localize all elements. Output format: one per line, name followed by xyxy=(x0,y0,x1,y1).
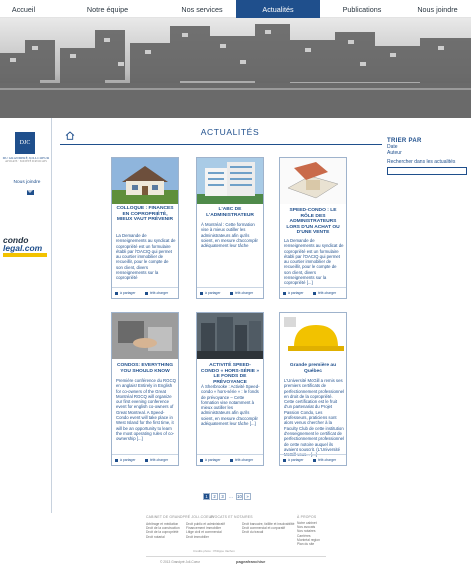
share-link[interactable] xyxy=(115,458,145,462)
copyright: © 2013 Grandpré Joli-Coeur xyxy=(160,560,201,564)
house-thumbnail xyxy=(112,158,178,204)
share-link[interactable] xyxy=(115,291,145,295)
mail-icon[interactable] xyxy=(27,190,34,195)
share-icon xyxy=(115,459,118,462)
card-footer xyxy=(112,454,178,465)
news-card[interactable] xyxy=(111,157,179,299)
building-thumbnail xyxy=(197,158,263,204)
card-title[interactable]: ACTIVITÉ SPEED-CONDO « HORS-SÉRIE » LE FONDS DE PRÉVOYANCE xyxy=(200,363,260,385)
title-divider xyxy=(60,144,382,145)
news-card[interactable] xyxy=(279,157,347,299)
news-card[interactable] xyxy=(196,157,264,299)
nav-publications[interactable]: Publications xyxy=(342,4,382,14)
page-1[interactable]: 1 xyxy=(203,493,210,500)
sort-heading: TRIER PAR xyxy=(387,138,422,144)
photo-credit: Crédits photo : Philippe Vachon xyxy=(193,549,235,553)
card-footer xyxy=(197,454,263,465)
next-page-button[interactable]: » xyxy=(244,493,251,500)
download-link[interactable] xyxy=(313,291,343,295)
share-icon xyxy=(200,292,203,295)
footer-links-col1 xyxy=(146,522,180,539)
page-3[interactable]: 3 xyxy=(219,493,226,500)
download-icon xyxy=(230,292,233,295)
sort-by-author[interactable]: Auteur xyxy=(387,150,402,156)
download-link[interactable] xyxy=(230,291,260,295)
news-card[interactable] xyxy=(196,312,264,466)
nav-nous-joindre[interactable]: Nous joindre xyxy=(417,4,458,14)
card-title[interactable]: COLLOQUE : FINANCES EN COPROPRIÉTÉ, MIEUX VAUT PRÉVENIR xyxy=(116,206,174,223)
card-title[interactable]: SPEED-CONDO : LE RÔLE DES ADMINISTRATEURS LORS D'UN ACHAT OU D'UNE VENTE xyxy=(286,208,340,236)
footer-link[interactable]: Droit bancaire, faillite et insolvabilité xyxy=(242,522,295,526)
card-footer xyxy=(280,287,346,298)
card-footer xyxy=(280,454,346,465)
share-label: à partager xyxy=(288,458,304,462)
firm-name xyxy=(2,156,50,164)
download-link[interactable] xyxy=(313,458,343,462)
share-link[interactable] xyxy=(283,458,313,462)
nav-accueil[interactable]: Accueil xyxy=(11,4,36,14)
share-link[interactable] xyxy=(200,458,230,462)
footer-heading-about: À PROPOS xyxy=(297,515,317,519)
share-label: à partager xyxy=(120,458,136,462)
footer-divider xyxy=(146,556,326,557)
download-label: télé-charger xyxy=(318,291,337,295)
card-excerpt: À Montréal : Cette formation vise à mieux outiller les administrateurs afin qu'ils soient, en mesure d'accomplir adéquatement leur tâche xyxy=(201,222,258,249)
sort-panel xyxy=(387,138,471,175)
nav-actualites[interactable]: Actualités xyxy=(236,0,320,18)
footer-link[interactable]: Notre cabinet xyxy=(297,521,317,525)
share-label: à partager xyxy=(205,458,221,462)
page-2[interactable]: 2 xyxy=(211,493,218,500)
footer-link[interactable]: Droit du travail xyxy=(242,530,264,535)
download-label: télé-charger xyxy=(150,458,169,462)
card-footer xyxy=(112,287,178,298)
download-label: télé-charger xyxy=(235,458,254,462)
footer-link[interactable]: Arbitrage et médiation xyxy=(146,522,179,526)
footer-link[interactable]: Droit immobilier xyxy=(186,534,209,539)
download-link[interactable] xyxy=(145,291,175,295)
join-link[interactable]: Nous joindre xyxy=(13,180,41,185)
download-icon xyxy=(145,459,148,462)
share-icon xyxy=(283,292,286,295)
footer-link[interactable]: Carrières xyxy=(297,533,311,538)
card-excerpt: La Demande de renseignements au syndicat de copropriété est un formulaire établi par l'OACIQ qui permet au courtier immobilier de recueillir, pour le compte de son client, divers renseignements sur la copropriété xyxy=(116,233,176,281)
condolegal-line2: legal.com xyxy=(3,243,43,253)
download-link[interactable] xyxy=(230,458,260,462)
sort-by-date[interactable]: Date xyxy=(387,144,398,150)
download-label: télé-charger xyxy=(318,458,337,462)
footer-heading-lawyers: AVOCATS ET NOTAIRES xyxy=(210,515,253,519)
footer-link[interactable]: Nos notaires xyxy=(297,529,316,534)
card-title[interactable]: CONDOS: EVERYTHING YOU SHOULD KNOW xyxy=(116,363,174,374)
condolegal-bar xyxy=(3,253,47,257)
footer-link[interactable]: Financement immobilier xyxy=(186,526,221,531)
hardhat-thumbnail xyxy=(280,313,346,359)
card-excerpt: La Demande de renseignements au syndicat de copropriété est un formulaire établi par l'OACIQ qui permet au courtier immobilier de recueillir, pour le compte de son client, divers renseignements sur la copropriété [...] xyxy=(284,238,344,286)
footer-links-col2 xyxy=(186,522,225,539)
download-link[interactable] xyxy=(145,458,175,462)
footer-link[interactable]: Droit de la construction xyxy=(146,526,180,531)
share-label: à partager xyxy=(120,291,136,295)
download-icon xyxy=(145,292,148,295)
footer-link[interactable]: Droit notarial xyxy=(146,534,165,539)
page-last[interactable]: 10 xyxy=(237,494,242,499)
floorplan-thumbnail xyxy=(280,158,346,204)
share-link[interactable] xyxy=(200,291,230,295)
condolegal-logo[interactable] xyxy=(3,236,51,257)
footer-link[interactable]: Montréal region xyxy=(297,537,320,542)
home-icon[interactable] xyxy=(65,131,75,140)
download-icon xyxy=(230,459,233,462)
card-excerpt: L'Université McGill a remis ses premiers certificats de perfectionnement professionnel en droit de la copropriété. Cette certification est le fruit d'un partenariat du Projet Passion Condo, Les professeurs, praticiens sont alors venus chercher à la Faculty Club de cette institution d'enseignement le certificat de perfectionnement professionnel de cette notoire auquel ils avaient souscrit. (L'Université McGill vous... [...] xyxy=(284,378,344,458)
card-title[interactable]: Grande première au Québec xyxy=(289,363,337,374)
footer xyxy=(0,513,471,569)
firm-name-text: DU GRANDPRÉ JOLI-COEUR xyxy=(2,156,50,160)
search-input[interactable] xyxy=(387,167,467,175)
footer-links-col4 xyxy=(297,521,320,546)
footer-link[interactable]: Plan du site xyxy=(297,542,315,547)
nav-notre-equipe[interactable]: Notre équipe xyxy=(86,4,129,14)
nav-nos-services[interactable]: Nos services xyxy=(181,4,223,14)
page-ellipsis: ... xyxy=(229,494,233,499)
share-icon xyxy=(200,459,203,462)
footer-link[interactable]: Droit public et administratif xyxy=(186,522,225,526)
download-label: télé-charger xyxy=(235,291,254,295)
card-excerpt: À Sherbrooke : Activité Speed-condo « hors-série » : le fonds de prévoyance – Cette formation vise notamment à mieux outiller les administrateurs afin qu'ils soient, en mesure d'accomplir adéquatement leur tâche [...] xyxy=(201,384,260,427)
card-excerpt: Première conférence du RGCQ en anglais! Entirely in English for co-owners of the Great Montréal RGCQ will organize our first evening conference event for english co-owners of Great Montreal. A Speed-Condo event will take place in West Island for the first time, it will be an opportunity to learn the most operating rules of co-ownership [...] xyxy=(116,378,176,442)
card-footer xyxy=(197,287,263,298)
footer-links-col3 xyxy=(242,522,294,535)
share-label: à partager xyxy=(205,291,221,295)
download-icon xyxy=(313,459,316,462)
footer-link[interactable]: Nos avocats xyxy=(297,525,316,530)
firm-subtitle: AVOCATS · SOCIÉTÉ D'AVOCATS xyxy=(5,160,47,164)
footer-link[interactable]: Litige civil et commercial xyxy=(186,530,222,535)
search-label: Rechercher dans les actualités xyxy=(387,159,456,165)
share-icon xyxy=(115,292,118,295)
card-title[interactable]: L'ABC DE L'ADMINISTRATEUR xyxy=(206,207,254,218)
footer-heading-firm: CABINET DE GRANDPRÉ JOLI-COEUR xyxy=(146,515,214,519)
firm-logo[interactable]: DJC xyxy=(15,132,35,154)
news-card[interactable] xyxy=(279,312,347,466)
agency-brand[interactable]: pageafranchise xyxy=(236,559,266,564)
download-label: télé-charger xyxy=(150,291,169,295)
top-navigation xyxy=(0,0,471,18)
handshake-thumbnail xyxy=(112,313,178,359)
share-icon xyxy=(283,459,286,462)
news-card[interactable] xyxy=(111,312,179,466)
download-icon xyxy=(313,292,316,295)
share-link[interactable] xyxy=(283,291,313,295)
share-label: à partager xyxy=(288,291,304,295)
condolegal-line1: condo xyxy=(3,235,29,245)
footer-link[interactable]: Droit de la copropriété xyxy=(146,530,179,535)
hero-banner-image xyxy=(0,18,471,118)
pagination xyxy=(203,493,252,500)
left-sidebar xyxy=(0,118,52,528)
towers-thumbnail xyxy=(197,313,263,359)
footer-link[interactable]: Droit commercial et corporatif xyxy=(242,526,286,531)
page-title: ACTUALITÉS xyxy=(200,127,260,137)
